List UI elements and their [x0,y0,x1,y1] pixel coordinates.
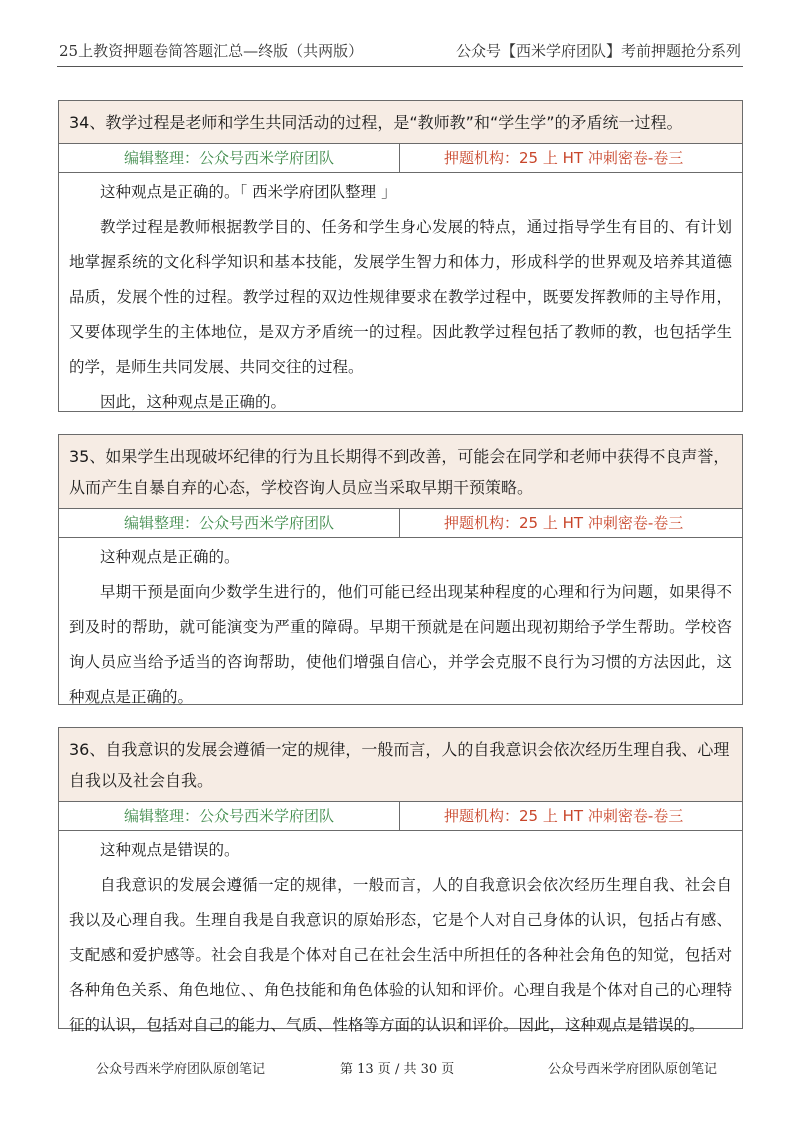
answer-paragraph: 早期干预是面向少数学生进行的，他们可能已经出现某种程度的心理和行为问题，如果得不到及时的帮助，就可能演变为严重的障碍。早期干预就是在问题出现初期给予学生帮助。学校咨询人员应当给予适当的咨询帮助，使他们增强自信心，并学会克服不良行为习惯的方法因此，这种观点是正确的。 [69,583,732,706]
editor-label: 编辑整理：公众号西米学府团队 [59,802,400,830]
question-meta-row [59,802,742,831]
page-number: 第 13 页 / 共 30 页 [340,1062,455,1077]
answer-paragraph: 教学过程是教师根据教学目的、任务和学生身心发展的特点，通过指导学生有目的、有计划地掌握系统的文化科学知识和基本技能，发展学生智力和体力，形成科学的世界观及培养其道德品质，发展个性的过程。教学过程的双边性规律要求在教学过程中，既要发挥教师的主导作用，又要体现学生的主体地位，是双方矛盾统一的过程。因此教学过程包括了教师的教，也包括学生的学，是师生共同发展、共同交往的过程。 [69,218,732,376]
answer-paragraph: 这种观点是正确的。 [100,548,240,566]
header-doc-title: 25上教资押题卷简答题汇总—终版（共两版） [59,42,364,60]
answer-paragraph: 因此，这种观点是正确的。 [100,393,287,411]
answer-body [59,173,742,426]
header-series-title: 公众号【西米学府团队】考前押题抢分系列 [455,42,741,60]
footer-left-note: 公众号西米学府团队原创笔记 [96,1062,266,1077]
answer-paragraph: 自我意识的发展会遵循一定的规律，一般而言，人的自我意识会依次经历生理自我、社会自我以及心理自我。生理自我是自我意识的原始形态，它是个人对自己身体的认识，包括占有感、支配感和爱护感等。社会自我是个体对自己在社会生活中所担任的各种社会角色的知觉，包括对各种角色关系、角色地位、、角色技能和角色体验的认知和评价。心理自我是个体对自己的心理特征的认识，包括对自己的能力、气质、性格等方面的认识和评价。因此，这种观点是错误的。 [69,876,732,1034]
question-meta-row [59,509,742,538]
question-card [58,434,743,705]
page-header [57,36,743,67]
question-card [58,727,743,1034]
question-title: 35、如果学生出现破坏纪律的行为且长期得不到改善，可能会在同学和老师中获得不良声誉，从而产生自暴自弃的心态，学校咨询人员应当采取早期干预策略。 [59,435,742,509]
answer-body [59,831,742,1049]
editor-label: 编辑整理：公众号西米学府团队 [59,144,400,172]
answer-paragraph: 这种观点是错误的。 [100,841,240,859]
source-label: 押题机构：25 上 HT 冲刺密卷-卷三 [444,514,684,532]
answer-body [59,538,742,721]
source-label: 押题机构：25 上 HT 冲刺密卷-卷三 [444,807,684,825]
editor-label: 编辑整理：公众号西米学府团队 [59,509,400,537]
question-title: 36、自我意识的发展会遵循一定的规律，一般而言，人的自我意识会依次经历生理自我、心理自我以及社会自我。 [59,728,742,802]
source-label: 押题机构：25 上 HT 冲刺密卷-卷三 [444,149,684,167]
question-meta-row [59,144,742,173]
question-title: 34、教学过程是老师和学生共同活动的过程，是“教师教”和“学生学”的矛盾统一过程。 [59,101,742,144]
answer-paragraph: 这种观点是正确的。「 西米学府团队整理 」 [100,183,397,201]
footer-right-note: 公众号西米学府团队原创笔记 [548,1062,718,1077]
question-card [58,100,743,412]
